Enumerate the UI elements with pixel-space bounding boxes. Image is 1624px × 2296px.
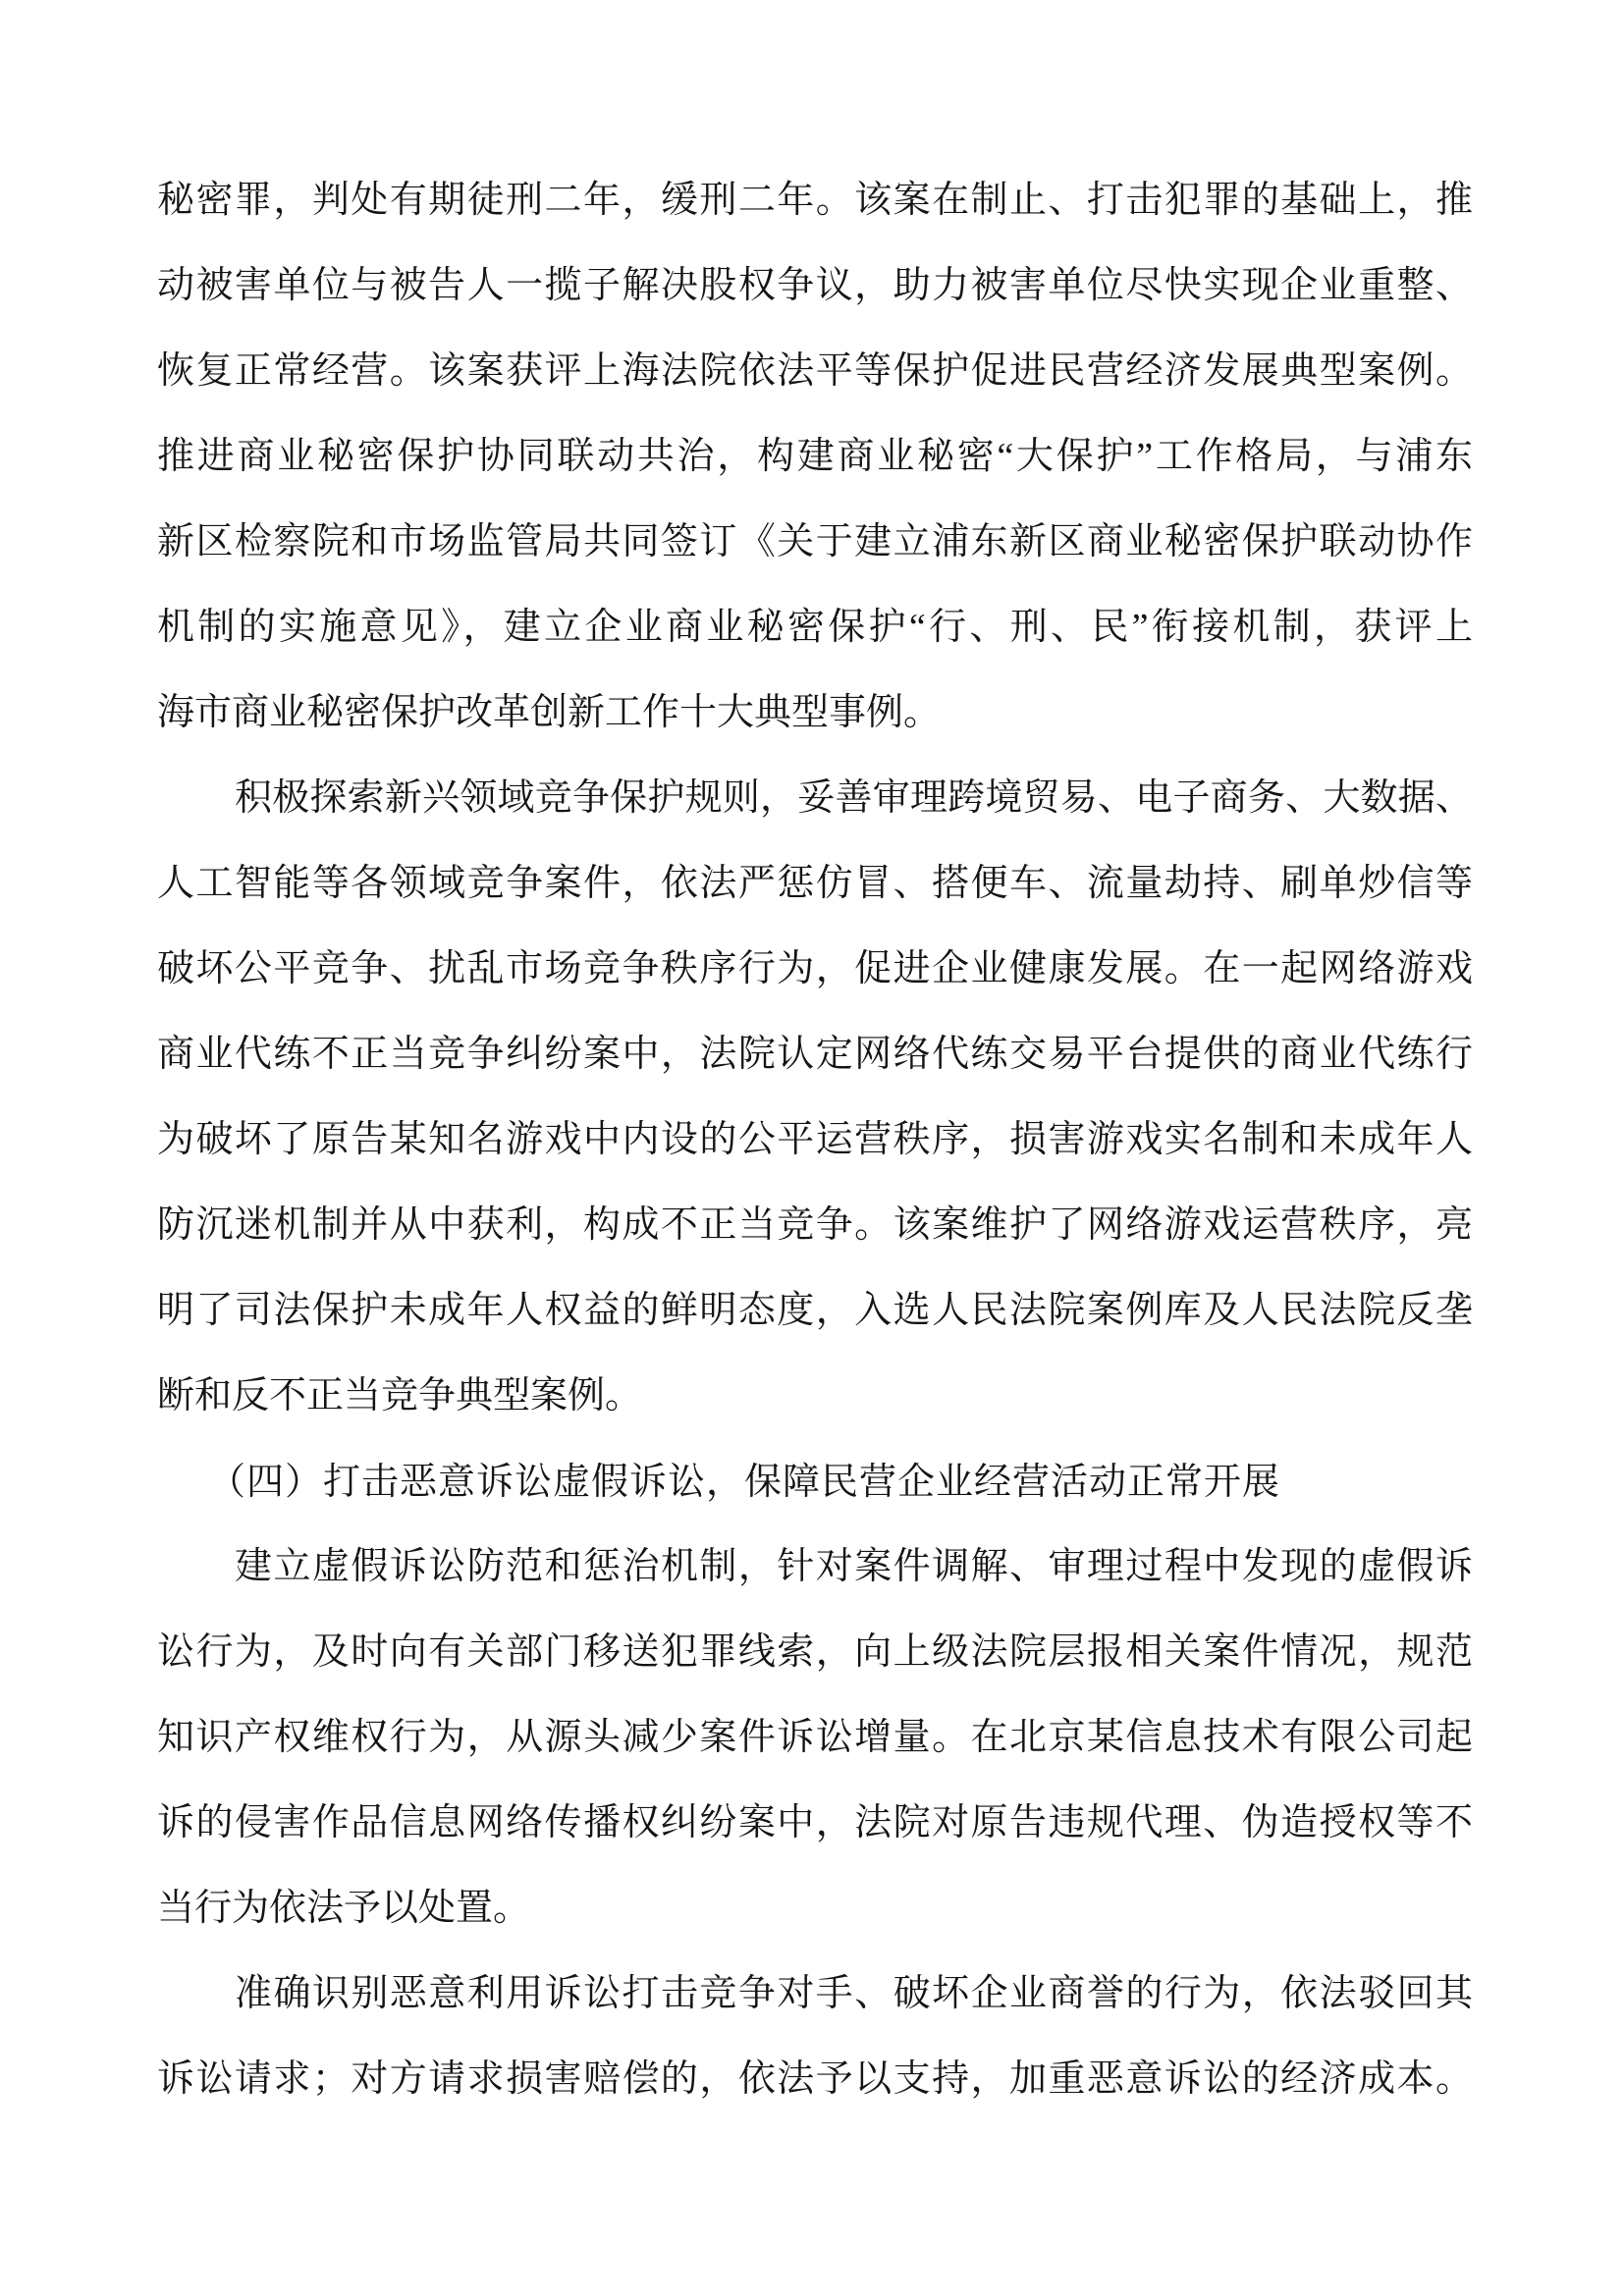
text-line: 动被害单位与被告人一揽子解决股权争议，助力被害单位尽快实现企业重整、: [157, 265, 1473, 306]
text-line: 海市商业秘密保护改革创新工作十大典型事例。: [157, 692, 942, 733]
text-line: 防沉迷机制并从中获利，构成不正当竞争。该案维护了网络游戏运营秩序，亮: [157, 1204, 1473, 1246]
text-line: 机制的实施意见》，建立企业商业秘密保护“行、刑、民”衔接机制，获评上: [157, 607, 1473, 648]
document-body: [157, 158, 1473, 2122]
text-line: 建立虚假诉讼防范和惩治机制，针对案件调解、审理过程中发现的虚假诉: [235, 1546, 1473, 1587]
paragraph: [157, 1524, 1473, 1951]
text-line: 破坏公平竞争、扰乱市场竞争秩序行为，促进企业健康发展。在一起网络游戏: [157, 948, 1473, 989]
text-line: 知识产权维权行为，从源头减少案件诉讼增量。在北京某信息技术有限公司起: [157, 1717, 1473, 1758]
text-line: 讼行为，及时向有关部门移送犯罪线索，向上级法院层报相关案件情况，规范: [157, 1631, 1473, 1673]
section-heading: （四）打击恶意诉讼虚假诉讼，保障民营企业经营活动正常开展: [208, 1460, 1281, 1503]
text-line: 诉讼请求；对方请求损害赔偿的，依法予以支持，加重恶意诉讼的经济成本。: [157, 2058, 1473, 2100]
text-line: 商业代练不正当竞争纠纷案中，法院认定网络代练交易平台提供的商业代练行: [157, 1034, 1473, 1075]
text-line: 积极探索新兴领域竞争保护规则，妥善审理跨境贸易、电子商务、大数据、: [235, 777, 1473, 819]
paragraph: [157, 1951, 1473, 2122]
text-line: 人工智能等各领域竞争案件，依法严惩仿冒、搭便车、流量劫持、刷单炒信等: [157, 863, 1473, 904]
text-line: 为破坏了原告某知名游戏中内设的公平运营秩序，损害游戏实名制和未成年人: [157, 1119, 1473, 1160]
paragraph: [157, 158, 1473, 756]
text-line: 诉的侵害作品信息网络传播权纠纷案中，法院对原告违规代理、伪造授权等不: [157, 1802, 1473, 1843]
text-line: 恢复正常经营。该案获评上海法院依法平等保护促进民营经济发展典型案例。: [157, 350, 1473, 392]
paragraph: [157, 756, 1473, 1439]
text-line: 秘密罪，判处有期徒刑二年，缓刑二年。该案在制止、打击犯罪的基础上，推: [157, 180, 1473, 221]
text-line: 断和反不正当竞争典型案例。: [157, 1375, 643, 1416]
text-line: 当行为依法予以处置。: [157, 1888, 531, 1929]
text-line: 准确识别恶意利用诉讼打击竞争对手、破坏企业商誉的行为，依法驳回其: [235, 1973, 1473, 2014]
text-line: 新区检察院和市场监管局共同签订《关于建立浦东新区商业秘密保护联动协作: [157, 521, 1473, 562]
text-line: 明了司法保护未成年人权益的鲜明态度，入选人民法院案例库及人民法院反垄: [157, 1290, 1473, 1331]
text-line: 推进商业秘密保护协同联动共治，构建商业秘密“大保护”工作格局，与浦东: [157, 436, 1473, 477]
